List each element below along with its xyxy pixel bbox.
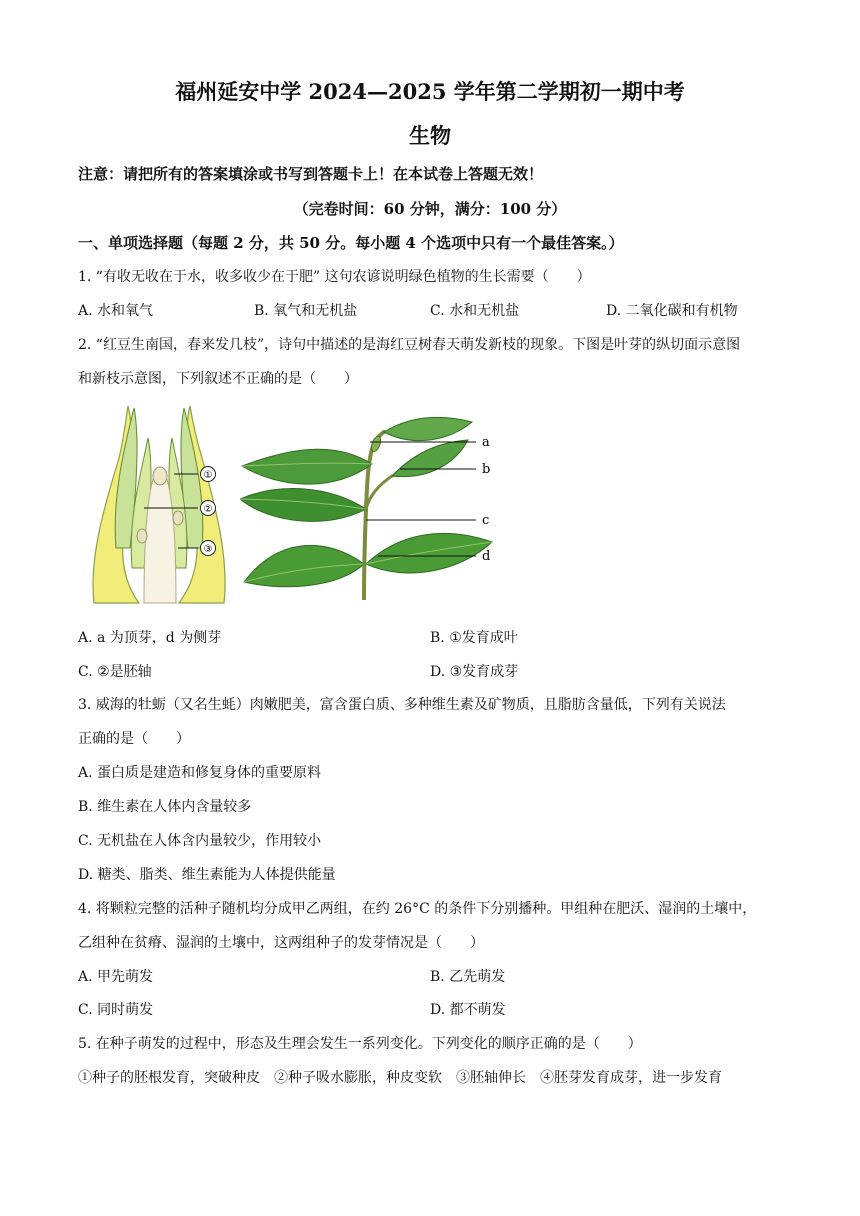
question-2-option-c: C. ②是胚轴 [78,664,152,680]
branch-label-c: c [482,513,490,528]
new-branch-figure [240,414,500,600]
branch-label-a: a [482,435,490,450]
question-4-stem-line-2: 乙组种在贫瘠、湿润的土壤中，这两组种子的发芽情况是（ ） [78,935,484,951]
exam-title: 福州延安中学 2024—2025 学年第二学期初一期中考 [175,79,685,104]
question-4-option-c: C. 同时萌发 [78,1002,154,1018]
question-1-stem: 1. “有收无收在于水，收多收少在于肥” 这句农谚说明绿色植物的生长需要（ ） [78,269,591,285]
question-3-stem-line-1: 3. 威海的牡蛎（又名生蚝）肉嫩肥美，富含蛋白质、多种维生素及矿物质，且脂肪含量低，下列有关说法 [78,697,726,713]
branch-label-d: d [482,549,491,564]
question-3-option-c: C. 无机盐在人体含内量较少，作用较小 [78,833,322,849]
exam-time-info: （完卷时间：60 分钟，满分：100 分） [293,200,567,218]
bud-label-3: ③ [203,544,213,555]
exam-notice: 注意：请把所有的答案填涂或书写到答题卡上！在本试卷上答题无效！ [78,165,544,183]
question-5-stem-line-1: 5. 在种子萌发的过程中，形态及生理会发生一系列变化。下列变化的顺序正确的是（ ） [78,1036,642,1052]
question-1-option-b: B. 氧气和无机盐 [254,303,358,319]
question-2-stem-line-1: 2. “红豆生南国，春来发几枝”，诗句中描述的是海红豆树春天萌发新枝的现象。下图是叶芽的纵切面示意图 [78,337,741,353]
branch-label-b: b [482,462,491,477]
question-4-stem-line-1: 4. 将颗粒完整的活种子随机均分成甲乙两组，在约 26°C 的条件下分别播种。甲组种在肥沃、湿润的土壤中， [78,901,757,917]
question-2-option-b: B. ①发育成叶 [430,630,518,646]
question-3-option-a: A. 蛋白质是建造和修复身体的重要原料 [78,765,322,781]
question-2-option-a: A. a 为顶芽，d 为侧芽 [78,630,222,646]
leaf-bud-section-figure [84,398,234,606]
question-3-stem-line-2: 正确的是（ ） [78,731,190,747]
question-2-stem-line-2: 和新枝示意图，下列叙述不正确的是（ ） [78,371,358,387]
exam-subject: 生物 [409,123,451,148]
question-3-option-b: B. 维生素在人体内含量较多 [78,799,252,815]
question-4-option-a: A. 甲先萌发 [78,969,154,985]
question-1-option-d: D. 二氧化碳和有机物 [606,303,738,319]
question-1-option-a: A. 水和氧气 [78,303,154,319]
question-2-option-d: D. ③发育成芽 [430,664,519,680]
question-4-option-d: D. 都不萌发 [430,1002,506,1018]
section-heading: 一、单项选择题（每题 2 分，共 50 分。每小题 4 个选项中只有一个最佳答案。） [78,234,624,252]
bud-label-1: ① [203,470,213,481]
question-1-option-c: C. 水和无机盐 [430,303,520,319]
question-4-option-b: B. 乙先萌发 [430,969,506,985]
question-5-stem-line-2: ①种子的胚根发育，突破种皮 ②种子吸水膨胀，种皮变软 ③胚轴伸长 ④胚芽发育成芽，进一步发育 [78,1070,722,1086]
question-3-option-d: D. 糖类、脂类、维生素能为人体提供能量 [78,867,336,883]
bud-label-2: ② [203,504,213,515]
